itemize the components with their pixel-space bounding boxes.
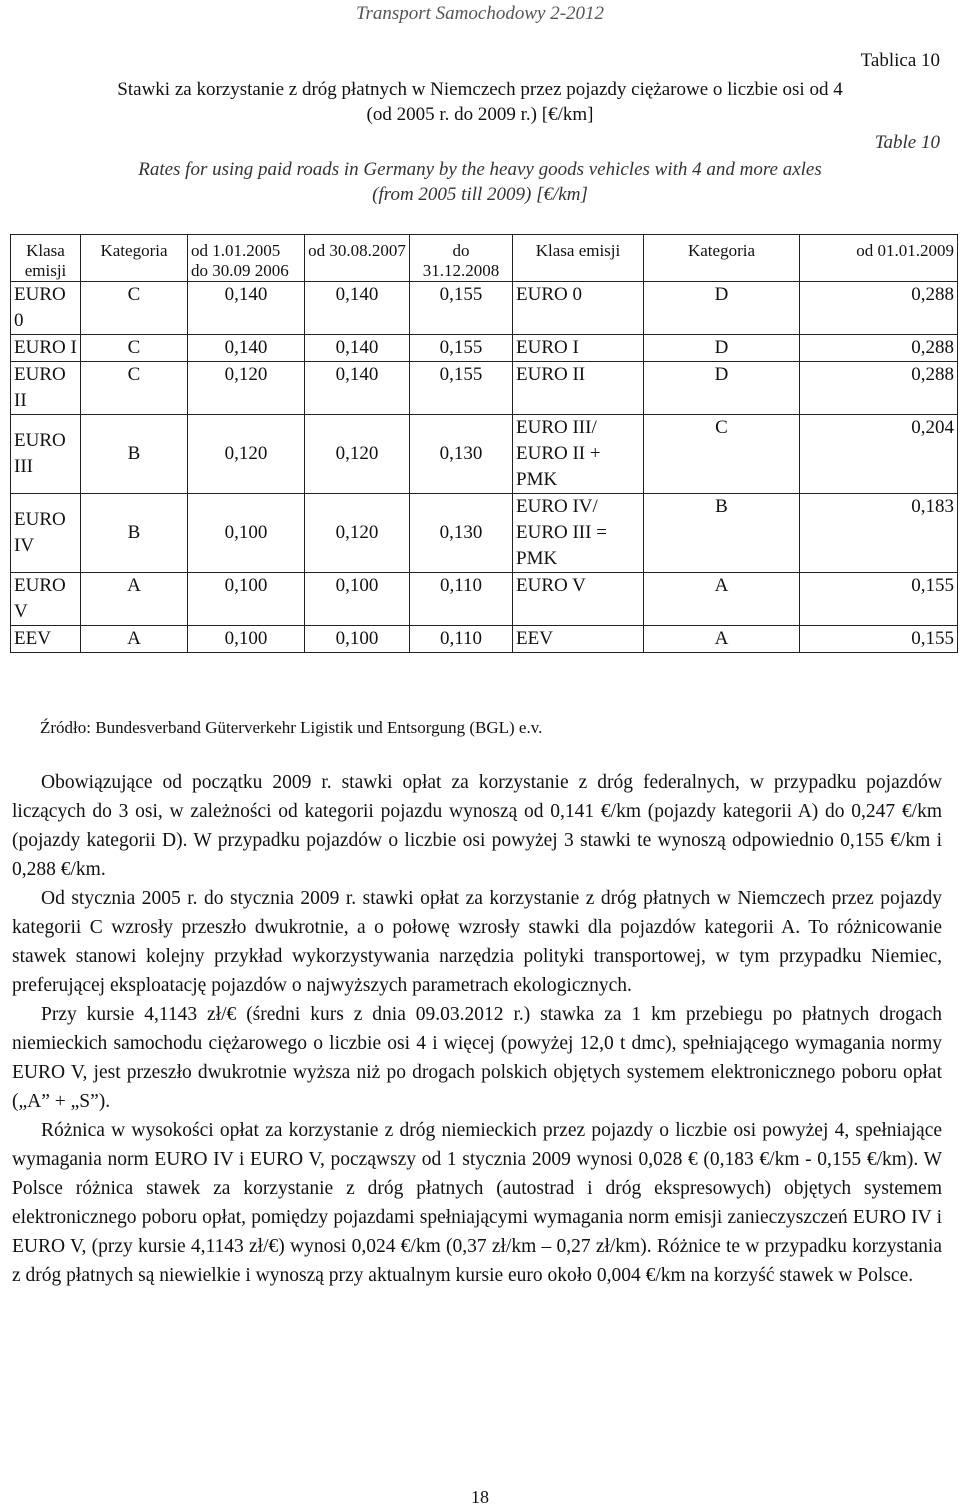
header-cell: od 01.01.2009 <box>800 235 958 282</box>
table-title-en <box>20 157 940 207</box>
table-cell: EURO I <box>513 335 644 362</box>
table-cell: 0,100 <box>188 626 305 653</box>
table-cell: 0,155 <box>410 362 513 415</box>
table-number-en: Table 10 <box>874 132 940 153</box>
paragraph: Obowiązujące od początku 2009 r. stawki opłat za korzystanie z dróg federalnych, w przypadku pojazdów liczących do 3 osi, w zależności od kategorii pojazdu wynoszą od 0,141 €/km (pojazdy kategorii A) do 0,247 €/km (pojazdy kategorii D). W przypadku pojazdów o liczbie osi powyżej 3 stawki te wynoszą odpowiednio 0,155 €/km i 0,288 €/km. <box>12 772 942 880</box>
table-row <box>11 282 958 335</box>
table-row <box>11 415 958 494</box>
header-cell: Klasa emisji <box>513 235 644 282</box>
table-cell: 0,140 <box>305 362 410 415</box>
table-cell: C <box>644 415 800 494</box>
table-cell: EURO III/ EURO II + PMK <box>513 415 644 494</box>
table-cell: 0,100 <box>188 494 305 573</box>
table-cell: EURO IV <box>11 494 81 573</box>
header-cell: do 31.12.2008 <box>410 235 513 282</box>
table-cell: 0,130 <box>410 415 513 494</box>
table-cell: EURO III <box>11 415 81 494</box>
table-cell: 0,140 <box>305 282 410 335</box>
table-title-en-line2: (from 2005 till 2009) [€/km] <box>372 184 588 205</box>
table-cell: B <box>644 494 800 573</box>
table-cell: D <box>644 362 800 415</box>
table-cell: 0,100 <box>305 573 410 626</box>
table-title-pl-line2: (od 2005 r. do 2009 r.) [€/km] <box>366 104 594 125</box>
table-cell: 0,140 <box>188 335 305 362</box>
table-cell: A <box>81 573 188 626</box>
table-cell: 0,120 <box>305 494 410 573</box>
table-cell: A <box>644 626 800 653</box>
table-cell: EURO IV/ EURO III = PMK <box>513 494 644 573</box>
table-cell: EURO 0 <box>11 282 81 335</box>
table-cell: EURO V <box>11 573 81 626</box>
table-title-pl-line1: Stawki za korzystanie z dróg płatnych w Niemczech przez pojazdy ciężarowe o liczbie osi od 4 <box>117 79 843 100</box>
table-cell: EURO II <box>513 362 644 415</box>
table-cell: B <box>81 415 188 494</box>
table-cell: EURO V <box>513 573 644 626</box>
header-cell: od 1.01.2005 do 30.09 2006 <box>188 235 305 282</box>
table-cell: C <box>81 282 188 335</box>
table-cell: 0,155 <box>410 282 513 335</box>
table-cell: 0,100 <box>188 573 305 626</box>
table-cell: 0,288 <box>800 362 958 415</box>
table-cell: D <box>644 282 800 335</box>
table-row <box>11 626 958 653</box>
header-cell: Klasa emisji <box>11 235 81 282</box>
table-cell: D <box>644 335 800 362</box>
header-cell: Kategoria <box>644 235 800 282</box>
rates-table <box>10 234 958 653</box>
table-row <box>11 494 958 573</box>
header-cell: od 30.08.2007 <box>305 235 410 282</box>
table-cell: EEV <box>513 626 644 653</box>
table-cell: 0,140 <box>188 282 305 335</box>
table-cell: EEV <box>11 626 81 653</box>
table-number-pl: Tablica 10 <box>860 50 940 71</box>
table-cell: 0,110 <box>410 573 513 626</box>
table-title-en-line1: Rates for using paid roads in Germany by the heavy goods vehicles with 4 and more axles <box>138 159 822 180</box>
table-cell: 0,288 <box>800 282 958 335</box>
table-cell: 0,120 <box>188 415 305 494</box>
paragraph: Przy kursie 4,1143 zł/€ (średni kurs z dnia 09.03.2012 r.) stawka za 1 km przebiegu po płatnych drogach niemieckich samochodu ciężarowego o liczbie osi 4 i więcej (powyżej 12,0 t dmc), spełniającego wymagania normy EURO V, jest przeszło dwukrotnie wyższa niż po drogach polskich objętych systemem elektronicznego poboru opłat („A” + „S”). <box>12 1004 942 1112</box>
paragraph: Różnica w wysokości opłat za korzystanie z dróg niemieckich przez pojazdy o liczbie osi powyżej 4, spełniające wymagania norm EURO IV i EURO V, począwszy od 1 stycznia 2009 wynosi 0,028 € (0,183 €/km - 0,155 €/km). W Polsce różnica stawek za korzystanie z dróg płatnych (autostrad i dróg ekspresowych) objętych systemem elektronicznego poboru opłat, pomiędzy pojazdami spełniającymi wymagania norm emisji zanieczyszczeń EURO IV i EURO V, (przy kursie 4,1143 zł/€) wynosi 0,024 €/km (0,37 zł/km – 0,27 zł/km). Różnice te w przypadku korzystania z dróg płatnych są niewielkie i wynoszą przy aktualnym kursie euro około 0,004 €/km na korzyść stawek w Polsce. <box>12 1120 942 1286</box>
running-header: Transport Samochodowy 2-2012 <box>355 3 605 24</box>
table-cell: 0,100 <box>305 626 410 653</box>
table-row <box>11 335 958 362</box>
table-cell: 0,120 <box>188 362 305 415</box>
table-cell: 0,140 <box>305 335 410 362</box>
header-cell: Kategoria <box>81 235 188 282</box>
table-row <box>11 362 958 415</box>
table-cell: 0,288 <box>800 335 958 362</box>
table-header-row <box>11 235 958 282</box>
table-title-pl <box>20 77 940 127</box>
table-cell: 0,120 <box>305 415 410 494</box>
table-cell: A <box>644 573 800 626</box>
table-cell: 0,155 <box>800 573 958 626</box>
table-cell: C <box>81 362 188 415</box>
page-number: 18 <box>471 1487 489 1507</box>
table-cell: EURO 0 <box>513 282 644 335</box>
table-cell: 0,130 <box>410 494 513 573</box>
paragraph: Od stycznia 2005 r. do stycznia 2009 r. stawki opłat za korzystanie z dróg płatnych w Niemczech przez pojazdy kategorii C wzrosły przeszło dwukrotnie, a o połowę wzrosły stawki dla pojazdów kategorii A. To różnicowanie stawek stanowi kolejny przykład wykorzystywania narzędzia polityki transportowej, w tym przypadku Niemiec, preferującej eksploatację pojazdów o najwyższych parametrach ekologicznych. <box>12 888 942 996</box>
table-cell: 0,183 <box>800 494 958 573</box>
table-cell: 0,155 <box>410 335 513 362</box>
table-cell: A <box>81 626 188 653</box>
article-body <box>12 768 942 1290</box>
table-cell: C <box>81 335 188 362</box>
table-cell: EURO I <box>11 335 81 362</box>
table-cell: 0,204 <box>800 415 958 494</box>
table-row <box>11 573 958 626</box>
table-cell: B <box>81 494 188 573</box>
table-cell: EURO II <box>11 362 81 415</box>
table-cell: 0,155 <box>800 626 958 653</box>
table-cell: 0,110 <box>410 626 513 653</box>
table-source: Źródło: Bundesverband Güterverkehr Ligistik und Entsorgung (BGL) e.v. <box>40 718 543 737</box>
